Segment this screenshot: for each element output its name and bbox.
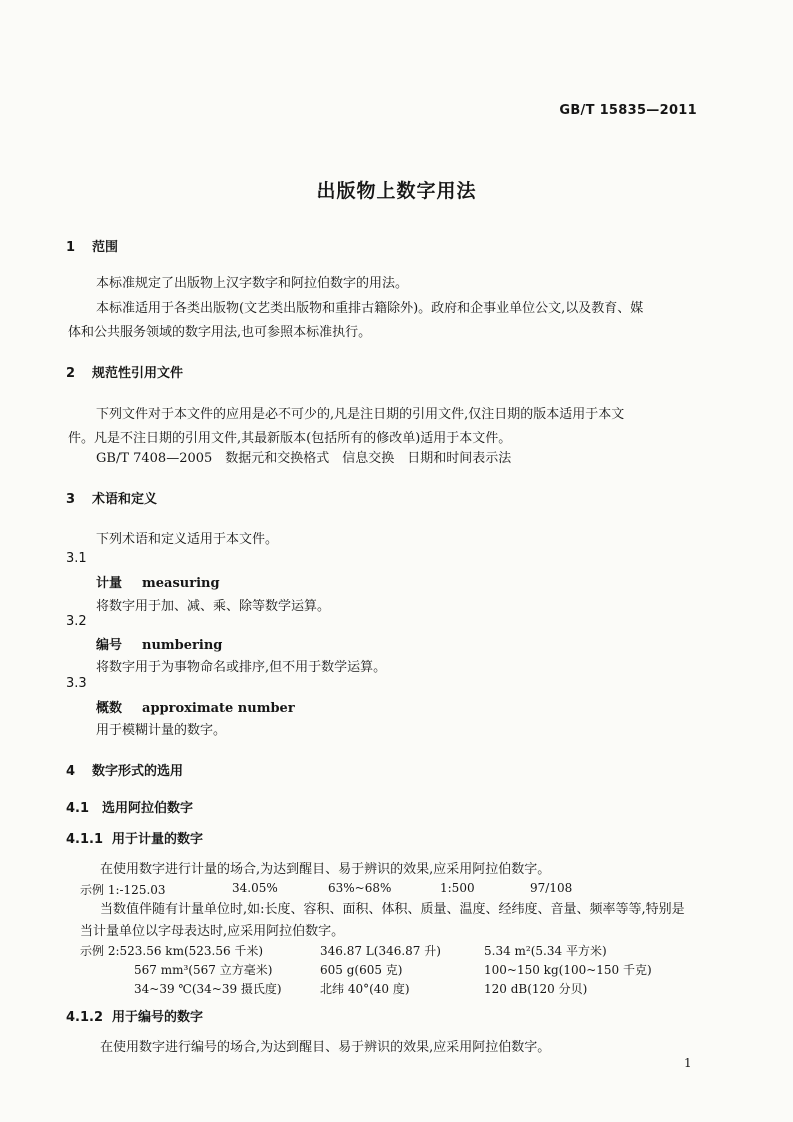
term-number: 3.3: [66, 676, 87, 691]
example-1-item: 34.05%: [232, 881, 278, 895]
term-cn: 编号: [96, 638, 123, 653]
subsection-title: 用于计量的数字: [112, 832, 204, 847]
example-2-item: 120 dB(120 分贝): [484, 982, 588, 996]
paragraph-continued: 当计量单位以字母表达时,应采用阿拉伯数字。: [80, 924, 345, 939]
subsection-number: 4.1.2: [66, 1010, 104, 1025]
section-number: 4: [66, 764, 76, 779]
paragraph: 在使用数字进行编号的场合,为达到醒目、易于辨识的效果,应采用阿拉伯数字。: [100, 1040, 551, 1055]
normative-reference: GB/T 7408—2005 数据元和交换格式 信息交换 日期和时间表示法: [96, 451, 512, 466]
section-2-heading: [66, 362, 183, 381]
term-entry: [96, 697, 295, 716]
term-en: numbering: [142, 638, 223, 653]
page-number: 1: [684, 1056, 692, 1070]
example-2-item: 605 g(605 克): [320, 963, 403, 977]
example-2-item: 5.34 m²(5.34 平方米): [484, 944, 607, 958]
section-number: 2: [66, 366, 76, 381]
subsection-4-1-1-heading: [66, 828, 203, 847]
term-definition: 将数字用于为事物命名或排序,但不用于数学运算。: [96, 660, 387, 675]
section-title: 范围: [92, 240, 119, 255]
example-2-item: 北纬 40°(40 度): [320, 982, 410, 996]
example-2-item: 示例 2:523.56 km(523.56 千米): [80, 944, 264, 958]
section-4-heading: [66, 760, 183, 779]
section-number: 1: [66, 240, 76, 255]
example-2-item: 100~150 kg(100~150 千克): [484, 963, 652, 977]
example-2-item: 34~39 ℃(34~39 摄氏度): [134, 982, 282, 996]
term-cn: 概数: [96, 701, 123, 716]
standard-number: GB/T 15835—2011: [559, 103, 697, 118]
paragraph-continued: 件。凡是不注日期的引用文件,其最新版本(包括所有的修改单)适用于本文件。: [68, 431, 512, 446]
paragraph: 当数值伴随有计量单位时,如:长度、容积、面积、体积、质量、温度、经纬度、音量、频率等等,特别是: [100, 902, 685, 917]
subsection-title: 用于编号的数字: [112, 1010, 204, 1025]
document-title: 出版物上数字用法: [316, 180, 477, 202]
section-title: 规范性引用文件: [92, 366, 184, 381]
subsection-4-1-2-heading: [66, 1006, 203, 1025]
example-2-item: 346.87 L(346.87 升): [320, 944, 441, 958]
paragraph: 本标准规定了出版物上汉字数字和阿拉伯数字的用法。: [96, 276, 409, 291]
term-definition: 用于模糊计量的数字。: [96, 723, 227, 738]
term-number: 3.1: [66, 551, 87, 566]
term-en: measuring: [142, 576, 220, 591]
paragraph: 下列文件对于本文件的应用是必不可少的,凡是注日期的引用文件,仅注日期的版本适用于本文: [96, 407, 625, 422]
paragraph-continued: 体和公共服务领域的数字用法,也可参照本标准执行。: [68, 325, 372, 340]
paragraph: 下列术语和定义适用于本文件。: [96, 532, 279, 547]
example-1-item: 97/108: [530, 881, 573, 895]
term-number: 3.2: [66, 614, 87, 629]
example-2-item: 567 mm³(567 立方毫米): [134, 963, 273, 977]
paragraph: 在使用数字进行计量的场合,为达到醒目、易于辨识的效果,应采用阿拉伯数字。: [100, 862, 551, 877]
example-1-item: 示例 1:-125.03: [80, 883, 166, 897]
subsection-number: 4.1.1: [66, 832, 104, 847]
term-entry: [96, 634, 222, 653]
example-1-item: 63%~68%: [328, 881, 392, 895]
term-entry: [96, 572, 220, 591]
subsection-4-1-heading: [66, 797, 193, 816]
term-definition: 将数字用于加、减、乘、除等数学运算。: [96, 599, 331, 614]
section-number: 3: [66, 492, 76, 507]
term-en: approximate number: [142, 701, 295, 716]
example-1-item: 1:500: [440, 881, 475, 895]
paragraph: 本标准适用于各类出版物(文艺类出版物和重排古籍除外)。政府和企事业单位公文,以及教育、媒: [96, 301, 644, 316]
section-title: 术语和定义: [92, 492, 158, 507]
subsection-title: 选用阿拉伯数字: [102, 801, 194, 816]
subsection-number: 4.1: [66, 801, 90, 816]
term-cn: 计量: [96, 576, 123, 591]
section-3-heading: [66, 488, 157, 507]
section-1-heading: [66, 236, 118, 255]
section-title: 数字形式的选用: [92, 764, 184, 779]
